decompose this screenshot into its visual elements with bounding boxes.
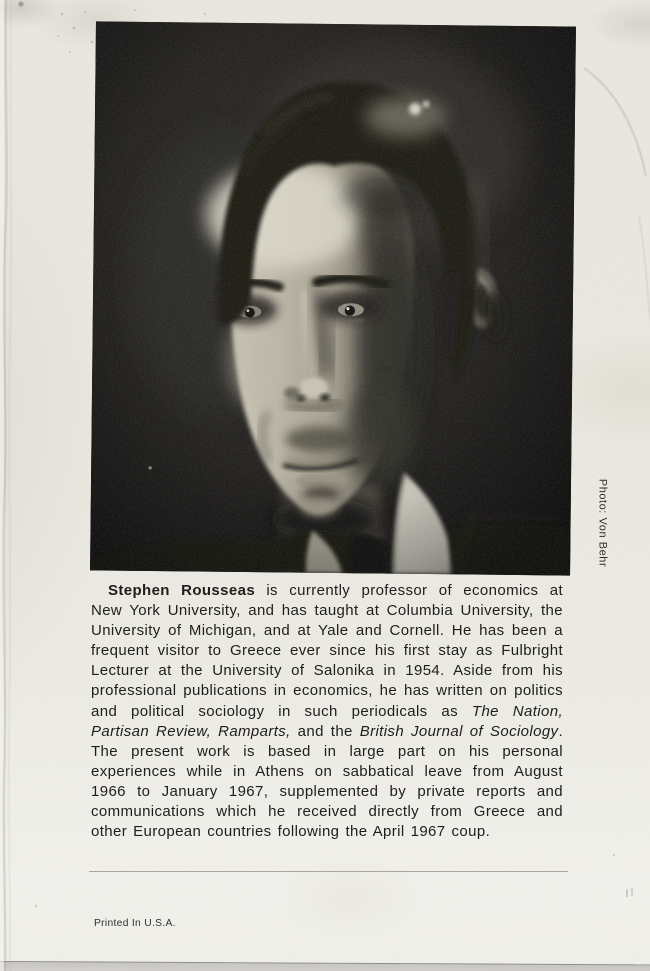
printed-note: Printed In U.S.A.	[94, 918, 176, 929]
author-name: Stephen Rousseas	[108, 582, 256, 599]
photo-credit: Photo: Von Behr	[596, 478, 609, 568]
portrait-photo	[90, 21, 576, 575]
bio-paragraph	[91, 581, 563, 842]
photo-grain	[90, 21, 576, 575]
small-marks	[35, 854, 632, 907]
divider-rule	[89, 871, 568, 872]
bio-text-1: is currently professor of economics at New York University, and has taught at Columbia University, the University of Michigan, and at Yale and Cornell. He has been a frequent visitor to Greece ever since his first stay as Fulbright Lecturer at the University of Salonika in 1954. Aside from his professional publications in economics, he has written on politics and political sociology in such periodicals as	[91, 582, 563, 720]
portrait-illustration	[90, 21, 576, 575]
bio-text-3: . The present work is based in large part on his personal experiences while in Athens on sabbatical leave from August 1966 to January 1967, supplemented by private reports and communications which he received directly from Greece and other European countries following the April 1967 coup.	[91, 722, 563, 841]
bio-text-2: and the	[290, 722, 360, 740]
left-edge-creases	[0, 0, 11, 971]
periodicals-italic: The Nation, Partisan Review, Ramparts,	[91, 702, 563, 740]
page-curl-marks	[584, 68, 650, 320]
page-bottom-edge	[0, 961, 650, 971]
journal-italic: British Journal of Sociology	[359, 722, 559, 740]
